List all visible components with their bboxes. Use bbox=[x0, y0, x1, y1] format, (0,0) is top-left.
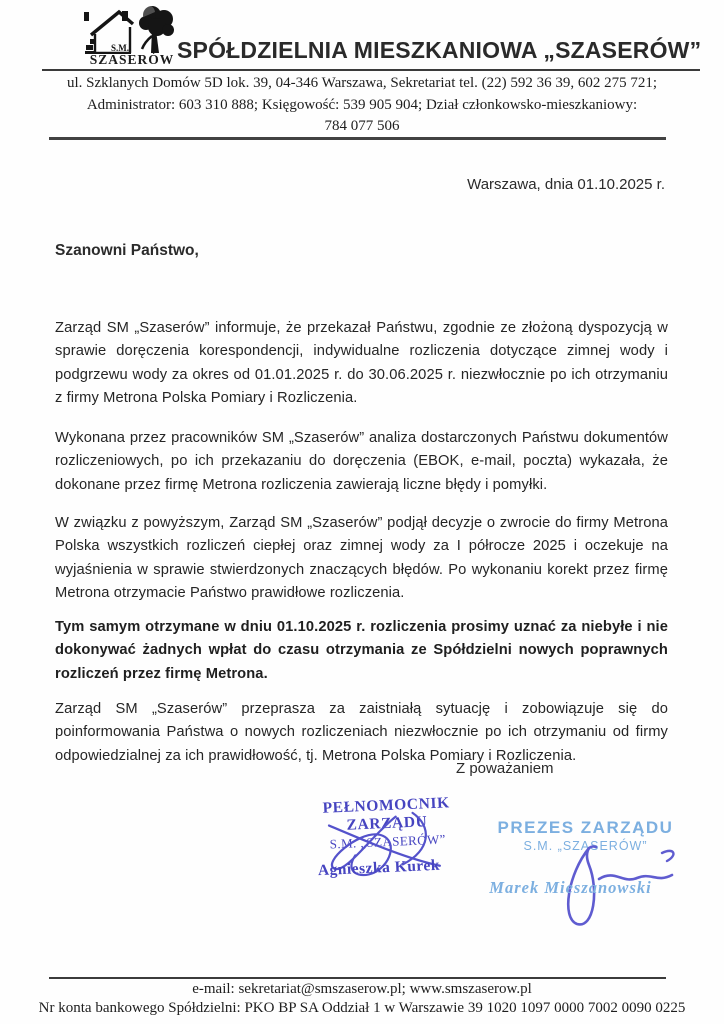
house-and-tree-icon bbox=[84, 4, 180, 54]
logo-sm-text: S.M. bbox=[111, 43, 129, 53]
stamp-left-name: Agnieszka Kurek bbox=[317, 856, 441, 880]
paragraph-4-bold-notice: Tym samym otrzymane w dniu 01.10.2025 r. rozliczenia prosimy uznać za niebyłe i nie dokonywać żadnych wpłat do czasu otrzymania ze Spółdzielni nowych poprawnych rozliczeń przez firmę Metrona. bbox=[55, 618, 668, 682]
stamp-right-org: S.M. „SZASERÓW” bbox=[523, 839, 648, 853]
header-address-block bbox=[30, 73, 694, 138]
header-divider-thick bbox=[49, 137, 666, 140]
organization-title: SPÓŁDZIELNIA MIESZKANIOWA „SZASERÓW” bbox=[177, 37, 702, 63]
paragraph-2: Wykonana przez pracowników SM „Szaserów” analiza dostarczonych Państwu dokumentów rozliczeniowych, po ich przekazaniu do doręczenia (EBOK, e-mail, poczta) wykazała, że dokonane przez firmę Metrona rozliczenia zawierają liczne błędy i pomyłki. bbox=[55, 429, 668, 493]
address-line-3: 784 077 506 bbox=[324, 118, 400, 134]
paragraph-1: Zarząd SM „Szaserów” informuje, że przekazał Państwu, zgodnie ze złożoną dyspozycją w sprawie doręczenia korespondencji, indywidualne rozliczenia dotyczące zimnej wody i podgrzewu wody za okres od 01.01.2025 r. do 30.06.2025 r. niezwłocznie po ich otrzymaniu z firmy Metrona Polska Pomiary i Rozliczenia. bbox=[55, 319, 668, 407]
cooperative-logo bbox=[82, 4, 182, 68]
stamp-right-name: Marek Mieszanowski bbox=[489, 878, 652, 897]
footer-bank-account-line: Nr konta bankowego Spółdzielni: PKO BP SA Oddział 1 w Warszawie 39 1020 1097 0000 7002 0090 0225 bbox=[38, 1000, 686, 1016]
stamp-left-role: PEŁNOMOCNIK ZARZĄDU bbox=[322, 794, 451, 834]
paragraph-3: W związku z powyższym, Zarząd SM „Szaserów” podjął decyzje o zwrocie do firmy Metrona Polska wszystkich rozliczeń ciepłej oraz zimnej wody za I półrocze 2025 i oczekuje na wyjaśnienia w sprawie stwierdzonych znaczących błędów. Po wykonaniu korekt przez firmę Metrona otrzymacie Państwo prawidłowe rozliczenia. bbox=[55, 514, 668, 602]
header-divider-thin bbox=[42, 69, 700, 71]
footer-divider bbox=[49, 977, 666, 979]
logo-name-text: SZASERÓW bbox=[89, 52, 175, 67]
greeting: Szanowni Państwo, bbox=[55, 242, 199, 259]
date-line: Warszawa, dnia 01.10.2025 r. bbox=[467, 176, 665, 193]
paragraph-5: Zarząd SM „Szaserów” przeprasza za zaistniałą sytuację i zobowiązuje się do poinformowania Państwa o nowych rozliczeniach niezwłocznie po ich otrzymaniu od firmy odpowiedzialnej za ich prawidłowość, tj. Metrona Polska Pomiary i Rozliczenia. bbox=[55, 700, 668, 764]
stamp-left-org: S.M. „SZASERÓW” bbox=[329, 831, 447, 852]
footer-contact-line: e-mail: sekretariat@smszaserow.pl; www.smszaserow.pl bbox=[192, 981, 532, 997]
closing-salutation: Z poważaniem bbox=[456, 760, 554, 777]
address-line-1: ul. Szklanych Domów 5D lok. 39, 04-346 Warszawa, Sekretariat tel. (22) 592 36 39, 602 275 721; bbox=[66, 75, 658, 91]
stamp-proxy-of-board bbox=[288, 793, 488, 901]
stamp-right-role: PREZES ZARZĄDU bbox=[497, 818, 674, 837]
address-line-2: Administrator: 603 310 888; Księgowość: 539 905 904; Dział członkowsko-mieszkaniowy: bbox=[86, 96, 638, 113]
stamp-president-of-board bbox=[483, 818, 688, 923]
